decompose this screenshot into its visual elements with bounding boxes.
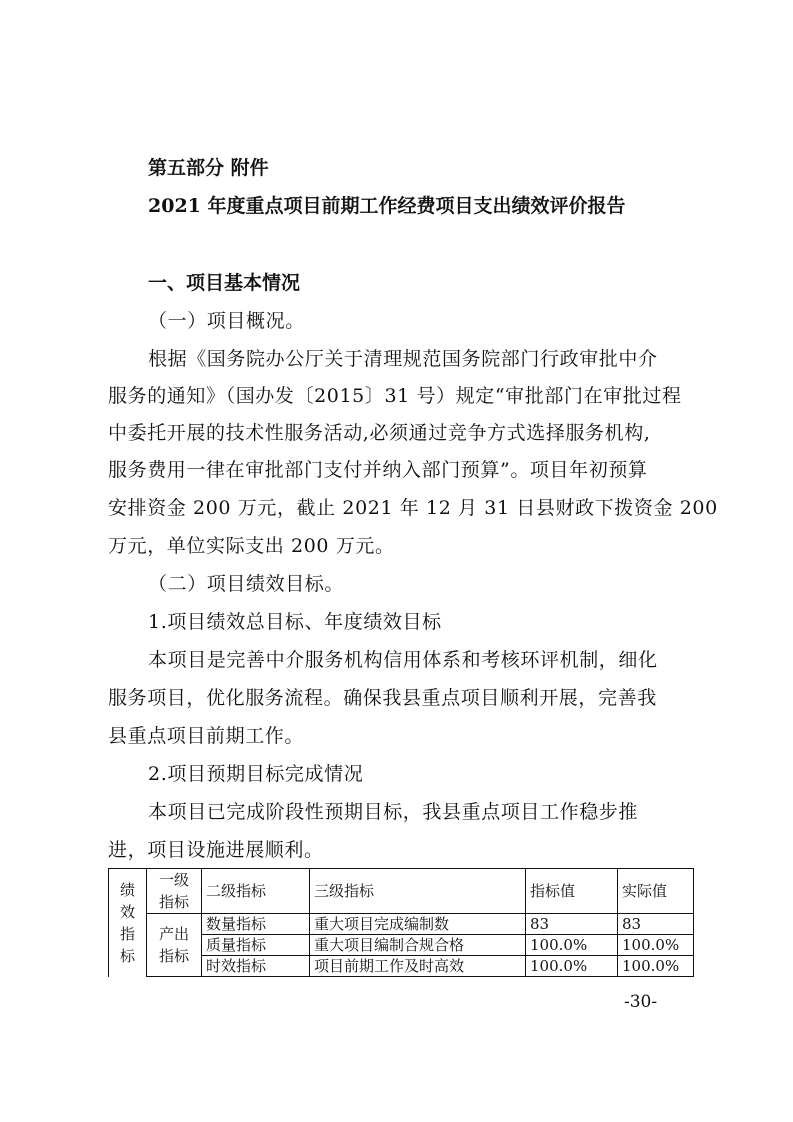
vertical-label	[151, 923, 197, 967]
header-target: 指标值	[526, 869, 618, 914]
vertical-label	[113, 879, 142, 967]
paragraph-line: 服务费用一律在审批部门支付并纳入部门预算”。项目年初预算	[108, 459, 648, 481]
label-line: 绩	[119, 880, 135, 899]
label-line: 产出	[158, 925, 189, 943]
performance-table	[108, 868, 694, 977]
header-level1	[147, 869, 202, 914]
actual-cell: 100.0%	[618, 956, 694, 977]
section-heading: 一、项目基本情况	[148, 272, 301, 294]
table-row	[109, 914, 694, 935]
actual-cell: 83	[618, 914, 694, 935]
target-cell: 100.0%	[526, 935, 618, 956]
header-level2: 二级指标	[202, 869, 310, 914]
page-number: -30-	[624, 992, 658, 1012]
paragraph-line: 安排资金 200 万元，截止 2021 年 12 月 31 日县财政下拨资金 200	[108, 497, 718, 519]
report-title: 2021 年度重点项目前期工作经费项目支出绩效评价报告	[148, 195, 626, 217]
level1-output-indicator	[147, 914, 202, 977]
paragraph-line: 本项目已完成阶段性预期目标，我县重点项目工作稳步推	[148, 801, 639, 823]
item-heading: 2.项目预期目标完成情况	[148, 763, 364, 785]
label-line: 指标	[158, 947, 189, 965]
paragraph-line: 中委托开展的技术性服务活动,必须通过竞争方式选择服务机构,	[108, 422, 651, 444]
paragraph-line: 万元，单位实际支出 200 万元。	[108, 535, 395, 557]
header-actual: 实际值	[618, 869, 694, 914]
actual-cell: 100.0%	[618, 935, 694, 956]
subsection-heading: （二）项目绩效目标。	[148, 573, 345, 595]
vertical-label	[151, 869, 197, 913]
level3-cell: 重大项目完成编制数	[310, 914, 526, 935]
level2-cell: 质量指标	[202, 935, 310, 956]
label-line: 标	[119, 946, 135, 965]
item-heading: 1.项目绩效总目标、年度绩效目标	[148, 611, 442, 633]
paragraph-line: 本项目是完善中介服务机构信用体系和考核环评机制，细化	[148, 649, 658, 671]
paragraph-line: 根据《国务院办公厅关于清理规范国务院部门行政审批中介	[148, 348, 658, 370]
label-line: 指标	[158, 893, 189, 911]
header-level3: 三级指标	[310, 869, 526, 914]
table-header-row	[109, 869, 694, 914]
paragraph-line: 进，项目设施进展顺利。	[108, 839, 324, 861]
level2-cell: 数量指标	[202, 914, 310, 935]
paragraph-line: 县重点项目前期工作。	[108, 725, 305, 747]
level3-cell: 项目前期工作及时高效	[310, 956, 526, 977]
target-cell: 100.0%	[526, 956, 618, 977]
label-line: 指	[119, 924, 135, 943]
label-line: 一级	[158, 871, 189, 889]
part-title: 第五部分 附件	[148, 157, 269, 179]
target-cell: 83	[526, 914, 618, 935]
paragraph-line: 服务项目，优化服务流程。确保我县重点项目顺利开展，完善我	[108, 687, 657, 709]
label-line: 效	[119, 902, 135, 921]
level3-cell: 重大项目编制合规合格	[310, 935, 526, 956]
paragraph-line: 服务的通知》（国办发〔2015〕31 号）规定“审批部门在审批过程	[108, 385, 682, 407]
performance-indicator-label	[109, 869, 147, 977]
level2-cell: 时效指标	[202, 956, 310, 977]
subsection-heading: （一）项目概况。	[148, 310, 305, 332]
